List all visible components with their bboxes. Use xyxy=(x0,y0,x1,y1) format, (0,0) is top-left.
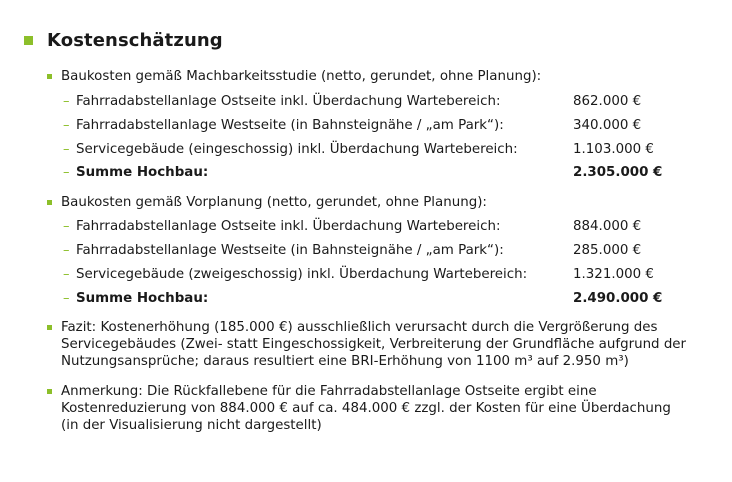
section1-item-label: Fahrradabstellanlage Ostseite inkl. Überdachung Wartebereich: xyxy=(76,94,501,109)
anmerkung-line: Kostenreduzierung von 884.000 € auf ca. 484.000 € zzgl. der Kosten für eine Überdachung xyxy=(61,401,671,416)
dash-icon: – xyxy=(63,165,70,180)
page-title: Kostenschätzung xyxy=(47,29,223,51)
title-row xyxy=(24,27,223,53)
dash-icon: – xyxy=(63,267,70,282)
fazit-line: Fazit: Kostenerhöhung (185.000 €) ausschließlich verursacht durch die Vergrößerung des xyxy=(61,320,658,335)
fazit-line: Nutzungsansprüche; daraus resultiert eine BRI-Erhöhung von 1100 m³ auf 2.950 m³) xyxy=(61,354,629,369)
anmerkung-line: (in der Visualisierung nicht dargestellt) xyxy=(61,418,322,433)
section2-total-label: Summe Hochbau: xyxy=(76,291,209,306)
fazit-line: Servicegebäudes (Zwei- statt Eingeschossigkeit, Verbreiterung der Grundfläche aufgrund der xyxy=(61,337,687,352)
section2-total-amount: 2.490.000 € xyxy=(573,291,663,306)
section1-item-amount: 340.000 € xyxy=(573,118,642,133)
section2-item-amount: 1.321.000 € xyxy=(573,267,654,282)
section1-item-amount: 862.000 € xyxy=(573,94,642,109)
section1-item-amount: 1.103.000 € xyxy=(573,142,654,157)
dash-icon: – xyxy=(63,219,70,234)
section1-total-amount: 2.305.000 € xyxy=(573,165,663,180)
section1-total-label: Summe Hochbau: xyxy=(76,165,209,180)
section2-heading: Baukosten gemäß Vorplanung (netto, gerundet, ohne Planung): xyxy=(61,195,487,210)
section1-item-label: Servicegebäude (eingeschossig) inkl. Überdachung Wartebereich: xyxy=(76,142,518,157)
section2-item-label: Fahrradabstellanlage Westseite (in Bahnsteignähe / „am Park“): xyxy=(76,243,504,258)
section1-heading: Baukosten gemäß Machbarkeitsstudie (netto, gerundet, ohne Planung): xyxy=(61,69,542,84)
section2-item-label: Fahrradabstellanlage Ostseite inkl. Überdachung Wartebereich: xyxy=(76,219,501,234)
dash-icon: – xyxy=(63,118,70,133)
title-square-icon xyxy=(24,36,33,45)
bullet-square-icon xyxy=(47,74,52,79)
dash-icon: – xyxy=(63,94,70,109)
bullet-square-icon xyxy=(47,389,52,394)
anmerkung-line: Anmerkung: Die Rückfallebene für die Fahrradabstellanlage Ostseite ergibt eine xyxy=(61,384,597,399)
dash-icon: – xyxy=(63,243,70,258)
bullet-square-icon xyxy=(47,325,52,330)
section2-item-label: Servicegebäude (zweigeschossig) inkl. Überdachung Wartebereich: xyxy=(76,267,528,282)
dash-icon: – xyxy=(63,142,70,157)
section1-item-label: Fahrradabstellanlage Westseite (in Bahnsteignähe / „am Park“): xyxy=(76,118,504,133)
bullet-square-icon xyxy=(47,200,52,205)
dash-icon: – xyxy=(63,291,70,306)
section2-item-amount: 285.000 € xyxy=(573,243,642,258)
section2-item-amount: 884.000 € xyxy=(573,219,642,234)
